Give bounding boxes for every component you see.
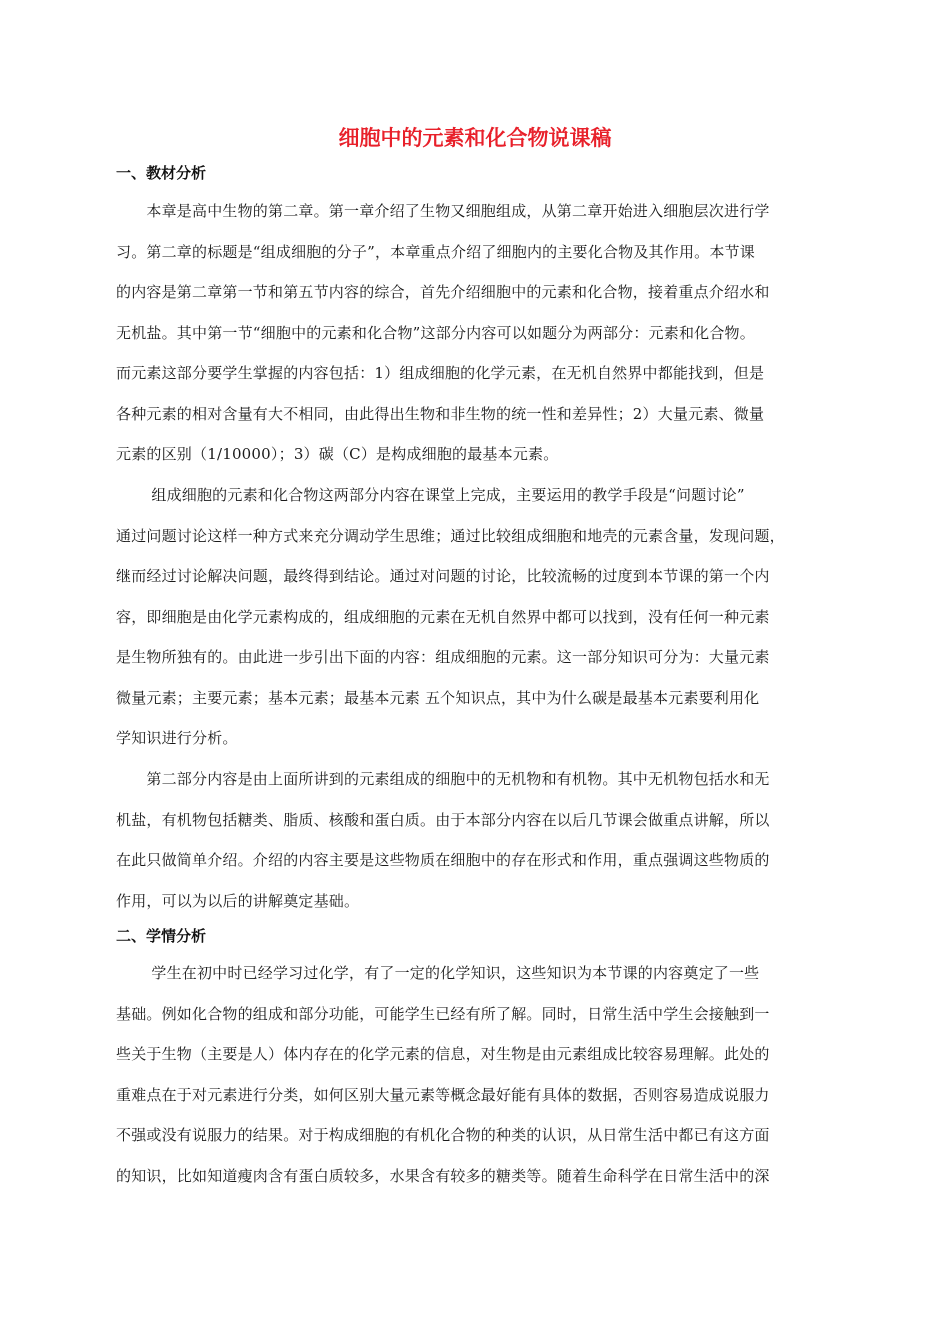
text-line: 学知识进行分析。	[116, 729, 238, 747]
text-line: 组成细胞的元素和化合物这两部分内容在课堂上完成，主要运用的教学手段是“问题讨论”	[116, 486, 745, 504]
text-line: 学生在初中时已经学习过化学，有了一定的化学知识，这些知识为本节课的内容奠定了一些	[116, 964, 760, 982]
paragraph-textbook-1	[116, 191, 838, 475]
text-line: 不强或没有说服力的结果。对于构成细胞的有机化合物的种类的认识，从日常生活中都已有这方面	[116, 1126, 770, 1144]
text-line: 作用，可以为以后的讲解奠定基础。	[116, 891, 360, 910]
text-line: 的内容是第二章第一节和第五节内容的综合，首先介绍细胞中的元素和化合物，接着重点介绍水和	[116, 283, 770, 301]
text-line: 第二部分内容是由上面所讲到的元素组成的细胞中的无机物和有机物。其中无机物包括水和无	[116, 770, 770, 788]
section-heading-textbook-analysis: 一、教材分析	[116, 164, 207, 182]
text-line: 本章是高中生物的第二章。第一章介绍了生物又细胞组成，从第二章开始进入细胞层次进行学	[116, 202, 770, 220]
paragraph-learner-1	[116, 953, 838, 1196]
text-line: 在此只做简单介绍。介绍的内容主要是这些物质在细胞中的存在形式和作用，重点强调这些物质的	[116, 851, 770, 869]
text-line: 而元素这部分要学生掌握的内容包括：1）组成细胞的化学元素，在无机自然界中都能找到，但是	[116, 364, 765, 382]
text-line: 习。第二章的标题是“组成细胞的分子”，本章重点介绍了细胞内的主要化合物及其作用。本节课	[116, 242, 755, 261]
text-line: 各种元素的相对含量有大不相同，由此得出生物和非生物的统一性和差异性；2）大量元素、微量	[116, 404, 765, 423]
text-line: 些关于生物（主要是人）体内存在的化学元素的信息，对生物是由元素组成比较容易理解。此处的	[116, 1045, 770, 1063]
text-line: 微量元素；主要元素；基本元素；最基本元素 五个知识点，其中为什么碳是最基本元素要利用化	[116, 688, 760, 707]
text-line: 继而经过讨论解决问题，最终得到结论。通过对问题的讨论，比较流畅的过度到本节课的第一个内	[116, 567, 770, 585]
text-line: 无机盐。其中第一节“细胞中的元素和化合物”这部分内容可以如题分为两部分：元素和化合物。	[116, 323, 755, 342]
text-line: 机盐，有机物包括糖类、脂质、核酸和蛋白质。由于本部分内容在以后几节课会做重点讲解，所以	[116, 810, 770, 829]
text-line: 基础。例如化合物的组成和部分功能，可能学生已经有所了解。同时，日常生活中学生会接触到一	[116, 1004, 770, 1023]
text-line: 通过问题讨论这样一种方式来充分调动学生思维；通过比较组成细胞和地壳的元素含量，发现问题，	[116, 526, 785, 545]
section-heading-learner-analysis: 二、学情分析	[116, 927, 207, 945]
text-line: 元素的区别（1/10000）；3）碳（C）是构成细胞的最基本元素。	[116, 445, 559, 463]
text-line: 是生物所独有的。由此进一步引出下面的内容：组成细胞的元素。这一部分知识可分为：大量元素	[116, 648, 770, 666]
text-line: 重难点在于对元素进行分类，如何区别大量元素等概念最好能有具体的数据，否则容易造成说服力	[116, 1085, 770, 1104]
paragraph-textbook-3	[116, 759, 838, 921]
text-line: 容，即细胞是由化学元素构成的，组成细胞的元素在无机自然界中都可以找到，没有任何一种元素	[116, 607, 770, 626]
paragraph-textbook-2	[116, 475, 838, 759]
text-line: 的知识，比如知道瘦肉含有蛋白质较多，水果含有较多的糖类等。随着生命科学在日常生活中的深	[116, 1166, 770, 1185]
document-title: 细胞中的元素和化合物说课稿	[338, 126, 612, 150]
